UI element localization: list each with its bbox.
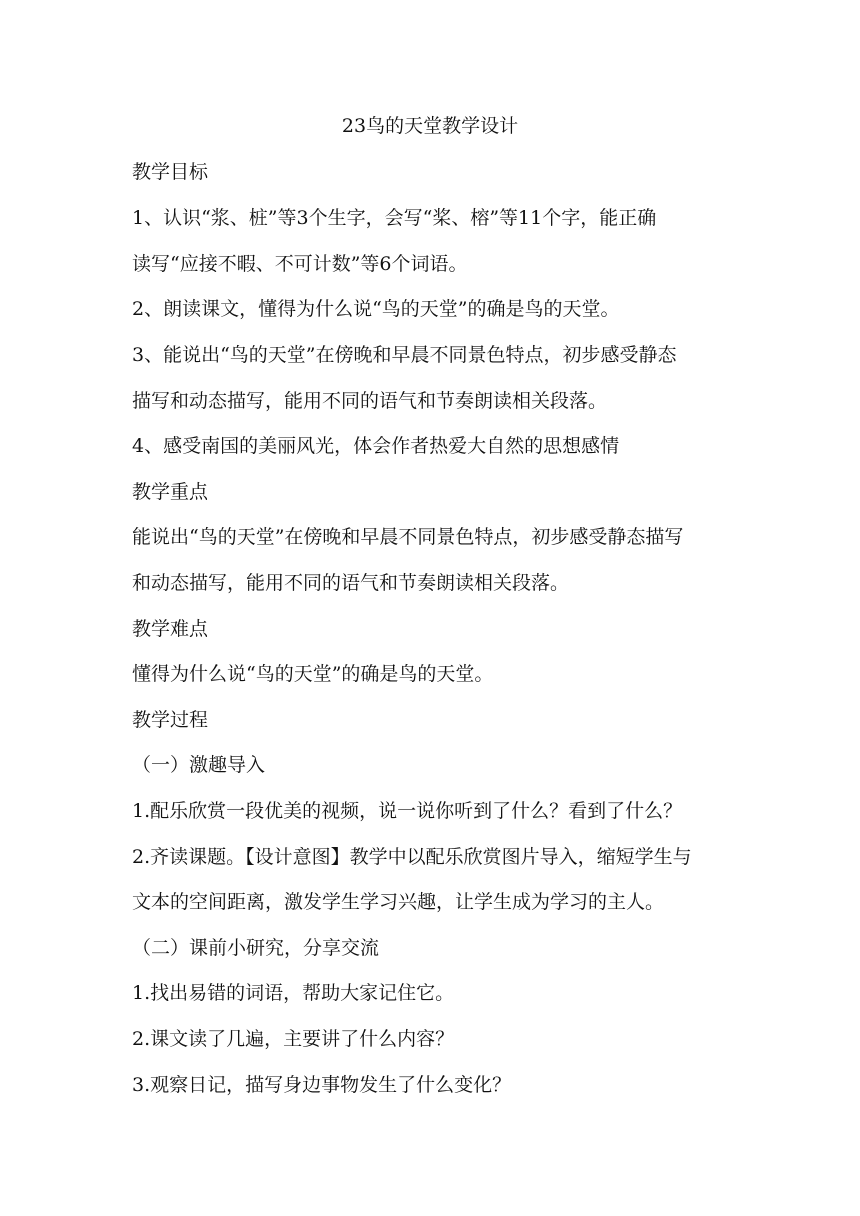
- key-point-line-1: 能说出“鸟的天堂”在傍晚和早晨不同景色特点，初步感受静态描写: [132, 526, 684, 548]
- objective-4: 4、感受南国的美丽风光，体会作者热爱大自然的思想感情: [132, 435, 620, 457]
- objective-1-line-2: 读写“应接不暇、不可计数”等6个词语。: [132, 253, 468, 275]
- section-heading-process: 教学过程: [132, 709, 209, 731]
- section-heading-difficulties: 教学难点: [132, 618, 209, 640]
- section-heading-key-points: 教学重点: [132, 481, 209, 503]
- process-step-1-heading: （一）激趣导入: [132, 754, 266, 776]
- process-step-2-heading: （二）课前小研究，分享交流: [132, 937, 380, 959]
- process-step-2-item-3: 3.观察日记，描写身边事物发生了什么变化？: [132, 1074, 512, 1096]
- process-step-1-item-2-line-1: 2.齐读课题。【设计意图】教学中以配乐欣赏图片导入，缩短学生与: [132, 846, 692, 868]
- objective-3-line-1: 3、能说出“鸟的天堂”在傍晚和早晨不同景色特点，初步感受静态: [132, 344, 677, 366]
- process-step-2-item-1: 1.找出易错的词语，帮助大家记住它。: [132, 982, 455, 1004]
- section-heading-objectives: 教学目标: [132, 161, 209, 183]
- process-step-2-item-2: 2.课文读了几遍，主要讲了什么内容？: [132, 1028, 455, 1050]
- key-point-line-2: 和动态描写，能用不同的语气和节奏朗读相关段落。: [132, 572, 570, 594]
- process-step-1-item-2-line-2: 文本的空间距离，激发学生学习兴趣，让学生成为学习的主人。: [132, 891, 665, 913]
- objective-3-line-2: 描写和动态描写，能用不同的语气和节奏朗读相关段落。: [132, 390, 608, 412]
- objective-1-line-1: 1、认识“浆、桩”等3个生字，会写“桨、榕”等11个字，能正确: [132, 207, 657, 229]
- process-step-1-item-1: 1.配乐欣赏一段优美的视频，说一说你听到了什么？看到了什么？: [132, 800, 683, 822]
- objective-2: 2、朗读课文，懂得为什么说“鸟的天堂”的确是鸟的天堂。: [132, 298, 620, 320]
- difficulty-text: 懂得为什么说“鸟的天堂”的确是鸟的天堂。: [132, 663, 494, 685]
- document-title: 23鸟的天堂教学设计: [341, 115, 519, 137]
